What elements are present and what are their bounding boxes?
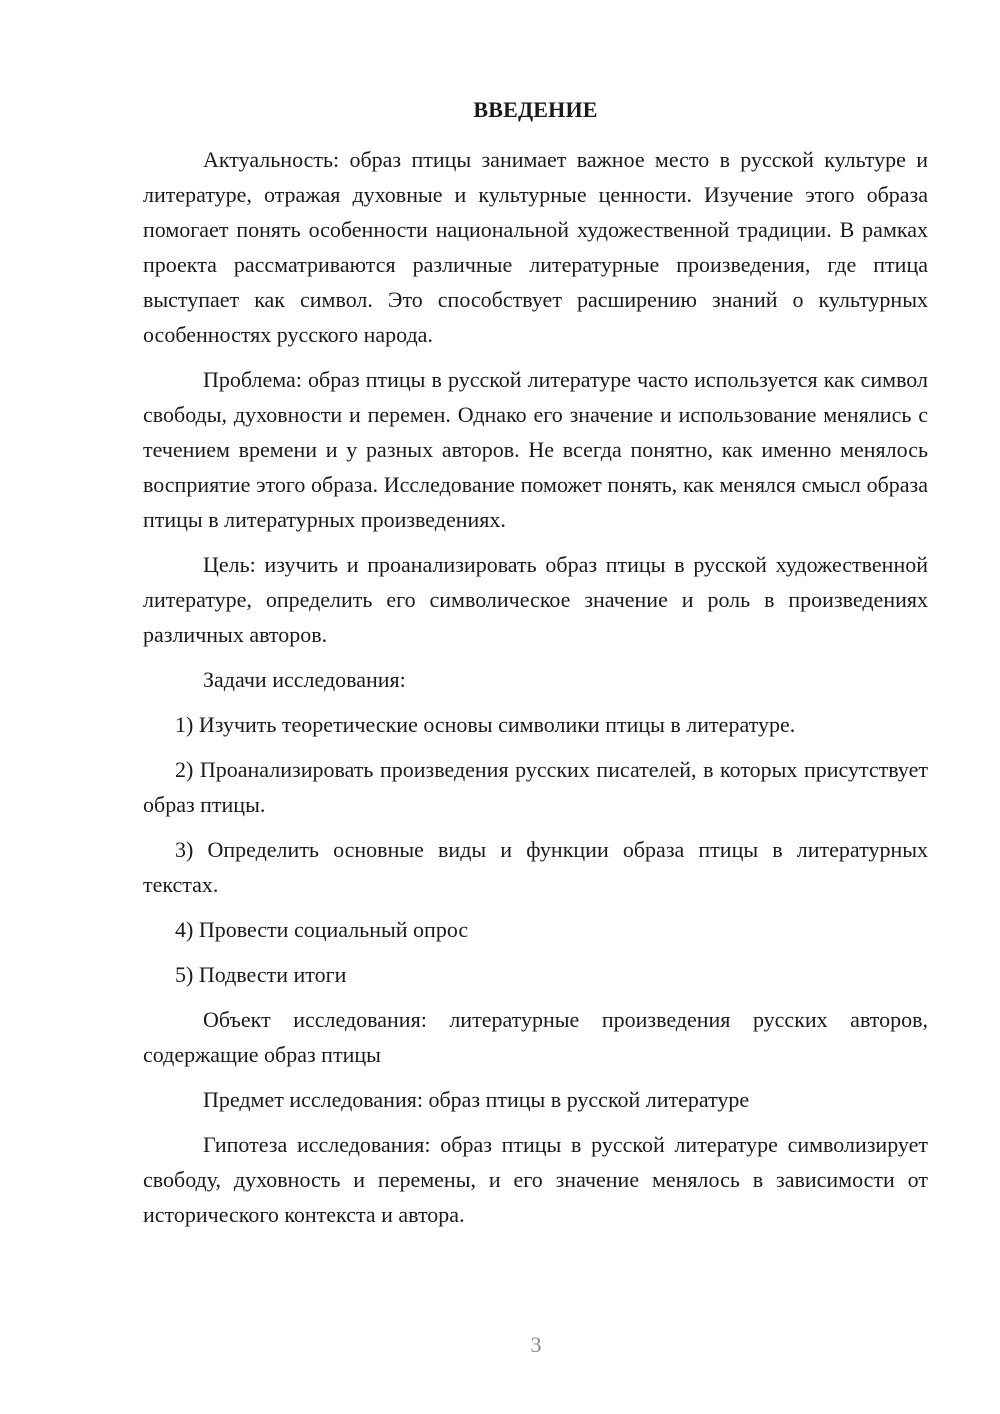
paragraph-goal: Цель: изучить и проанализировать образ птицы в русской художественной литературе, определить его символическое значение и роль в произведениях различных авторов. [143, 552, 928, 647]
tasks-title: Задачи исследования: [203, 667, 406, 692]
paragraph-relevance: Актуальность: образ птицы занимает важное место в русской культуре и литературе, отражая духовные и культурные ценности. Изучение этого образа помогает понять особенности национальной художественной традиции. В рамках проекта рассматриваются различные литературные произведения, где птица выступает как символ. Это способствует расширению знаний о культурных особенностях русского народа. [143, 147, 928, 347]
paragraph-problem: Проблема: образ птицы в русской литературе часто используется как символ свободы, духовности и перемен. Однако его значение и использование менялись с течением времени и у разных авторов. Не всегда понятно, как именно менялось восприятие этого образа. Исследование поможет понять, как менялся смысл образа птицы в литературных произведениях. [143, 367, 928, 532]
page-content [143, 92, 928, 1242]
paragraph-object: Объект исследования: литературные произведения русских авторов, содержащие образ птицы [143, 1007, 928, 1067]
page-number: 3 [530, 1332, 542, 1357]
task-item-4: 4) Провести социальный опрос [175, 917, 469, 942]
task-item-5: 5) Подвести итоги [175, 962, 347, 987]
paragraph-hypothesis: Гипотеза исследования: образ птицы в русской литературе символизирует свободу, духовность и перемены, и его значение менялось в зависимости от исторического контекста и автора. [143, 1132, 928, 1227]
task-item-3: 3) Определить основные виды и функции образа птицы в литературных текстах. [143, 837, 928, 897]
task-item-2: 2) Проанализировать произведения русских писателей, в которых присутствует образ птицы. [143, 757, 928, 817]
section-heading: ВВЕДЕНИЕ [473, 97, 598, 122]
paragraph-subject: Предмет исследования: образ птицы в русской литературе [203, 1087, 750, 1112]
task-item-1: 1) Изучить теоретические основы символики птицы в литературе. [175, 712, 796, 737]
